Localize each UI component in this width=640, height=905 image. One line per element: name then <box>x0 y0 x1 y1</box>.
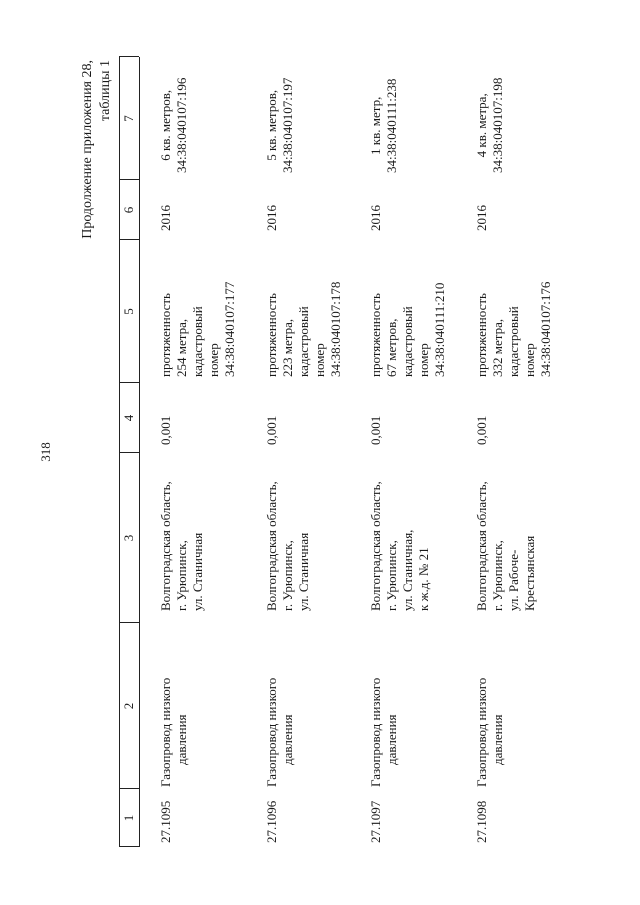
continuation-line-2: таблицы 1 <box>98 60 113 122</box>
object-address: Волгоградская область, г. Урюпинск, ул. Станичная <box>264 481 311 611</box>
row-number: 27.1098 <box>474 800 489 843</box>
object-year: 2016 <box>368 205 383 231</box>
row-number: 27.1095 <box>158 800 173 843</box>
object-description: протяженность 223 метра, кадастровый номер 34:38:040107:178 <box>264 281 343 377</box>
object-address: Волгоградская область, г. Урюпинск, ул. Станичная <box>158 481 205 611</box>
object-value: 0,001 <box>474 415 489 445</box>
object-name: Газопровод низкого давления <box>368 677 399 787</box>
object-value: 0,001 <box>264 415 279 445</box>
col-header-1: 1 <box>121 814 136 822</box>
object-year: 2016 <box>264 205 279 231</box>
object-value: 0,001 <box>158 415 173 445</box>
col-header-6: 6 <box>121 206 136 214</box>
col-header-4: 4 <box>121 414 136 422</box>
object-name: Газопровод низкого давления <box>264 677 295 787</box>
object-value: 0,001 <box>368 415 383 445</box>
col-header-5: 5 <box>121 308 136 315</box>
object-note: 5 кв. метров, 34:38:040107:197 <box>264 77 295 173</box>
object-address: Волгоградская область, г. Урюпинск, ул. Рабоче- Крестьянская <box>474 481 537 611</box>
object-description: протяженность 254 метра, кадастровый номер 34:38:040107:177 <box>158 281 237 377</box>
row-number: 27.1096 <box>264 800 279 843</box>
continuation-line-1: Продолжение приложения 28, <box>80 60 95 239</box>
row-number: 27.1097 <box>368 800 383 843</box>
object-description: протяженность 67 метров, кадастровый номер 34:38:040111:210 <box>368 282 447 377</box>
col-header-7: 7 <box>121 115 136 122</box>
object-name: Газопровод низкого давления <box>158 677 189 787</box>
object-note: 4 кв. метра, 34:38:040107:198 <box>474 77 505 173</box>
object-note: 6 кв. метров, 34:38:040107:196 <box>158 77 189 173</box>
object-note: 1 кв. метр, 34:38:040111:238 <box>368 78 399 173</box>
object-address: Волгоградская область, г. Урюпинск, ул. Станичная, к ж.д. № 21 <box>368 481 431 611</box>
object-year: 2016 <box>158 205 173 231</box>
object-name: Газопровод низкого давления <box>474 677 505 787</box>
object-year: 2016 <box>474 205 489 231</box>
page-number: 318 <box>38 442 53 462</box>
header-bottom-rule <box>139 57 140 847</box>
col-header-2: 2 <box>121 702 136 710</box>
col-header-3: 3 <box>121 534 136 542</box>
object-description: протяженность 332 метра, кадастровый номер 34:38:040107:176 <box>474 281 553 377</box>
